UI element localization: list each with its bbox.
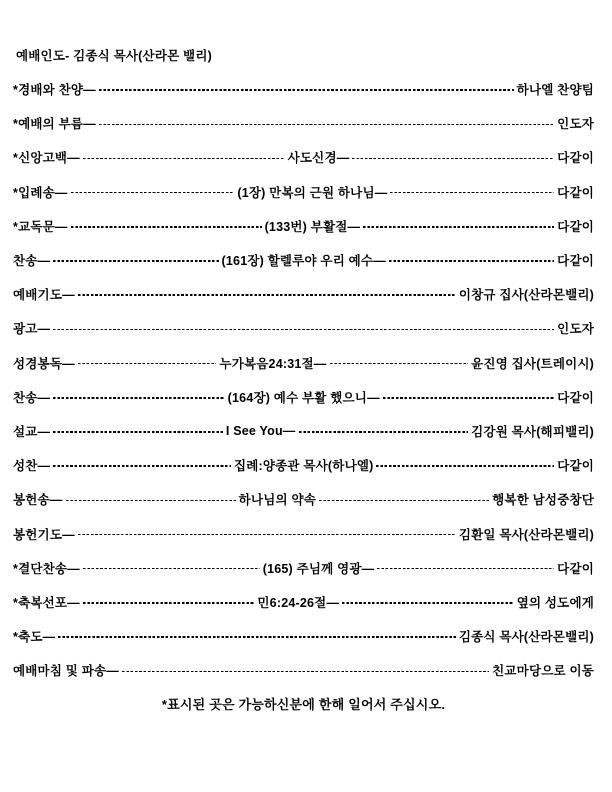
- order-detail: 민6:24-26절—: [257, 595, 340, 610]
- order-item-label: 설교—: [13, 424, 51, 439]
- order-item-label: 성찬—: [13, 459, 51, 474]
- order-item-label: 예배기도—: [13, 288, 75, 303]
- dash-leader: [99, 89, 514, 91]
- order-row: [13, 277, 594, 311]
- order-row: [13, 72, 594, 106]
- order-row: [13, 311, 594, 345]
- order-assignee: 윤진영 집사(트레이시): [471, 356, 595, 371]
- dash-leader: [53, 260, 218, 262]
- dash-leader: [53, 465, 231, 467]
- order-assignee: 다같이: [557, 219, 595, 234]
- order-assignee: 다같이: [557, 561, 594, 576]
- order-item-label: *축도—: [13, 630, 56, 645]
- order-item-label: 예배마침 및 파송—: [13, 664, 119, 679]
- order-row: [13, 551, 594, 585]
- order-row: [13, 448, 594, 482]
- order-row: [13, 175, 594, 209]
- order-row: [13, 380, 594, 414]
- order-item-label: 찬송—: [13, 254, 51, 269]
- dash-leader: [66, 500, 236, 502]
- order-assignee: 인도자: [557, 117, 594, 132]
- dash-leader: [299, 431, 469, 433]
- order-assignee: 친교마당으로 이동: [492, 664, 594, 679]
- order-detail: (133번) 부활절—: [264, 219, 361, 234]
- order-item-label: *입례송—: [13, 185, 68, 200]
- order-item-label: 광고—: [13, 322, 51, 337]
- order-detail: I See You—: [225, 423, 296, 438]
- dash-leader: [58, 636, 456, 638]
- order-detail: 사도신경—: [287, 151, 350, 166]
- order-assignee: 다같이: [557, 254, 594, 269]
- order-assignee: 김환일 목사(산라몬밸리): [458, 527, 594, 542]
- order-item-label: *경배와 찬양—: [13, 83, 96, 98]
- order-row: [13, 106, 594, 140]
- dash-leader: [78, 294, 456, 296]
- order-detail: (165) 주님께 영광—: [262, 561, 375, 576]
- order-row: [13, 585, 594, 619]
- order-detail: (164장) 예수 부활 했으니—: [227, 390, 380, 405]
- dash-leader: [319, 500, 489, 502]
- order-row: [13, 653, 594, 687]
- dash-leader: [53, 431, 223, 433]
- order-assignee: 다같이: [557, 459, 595, 474]
- dash-leader: [383, 397, 554, 399]
- order-row: [13, 346, 594, 380]
- dash-leader: [352, 158, 554, 160]
- order-detail: 집례:양종관 목사(하나엘): [233, 459, 374, 474]
- order-assignee: 다같이: [557, 185, 594, 200]
- standing-footnote: *표시된 곳은 가능하신분에 한해 일어서 주십시오.: [161, 697, 446, 713]
- order-item-label: *신앙고백—: [13, 151, 80, 166]
- dash-leader: [83, 568, 260, 570]
- order-assignee: 다같이: [557, 390, 595, 405]
- order-assignee: 김종식 목사(산라몬밸리): [458, 630, 594, 645]
- order-item-label: 성경봉독—: [13, 356, 75, 371]
- order-item-label: 봉헌기도—: [13, 527, 75, 542]
- dash-leader: [122, 671, 489, 673]
- dash-leader: [53, 329, 554, 331]
- dash-leader: [83, 602, 255, 604]
- order-assignee: 다같이: [557, 151, 595, 166]
- dash-leader: [78, 534, 456, 536]
- order-assignee: 하나엘 찬양팀: [516, 83, 594, 98]
- dash-leader: [376, 465, 554, 467]
- order-item-label: *결단찬송—: [13, 561, 80, 576]
- dash-leader: [53, 397, 224, 399]
- dash-leader: [71, 192, 235, 194]
- order-assignee: 인도자: [557, 322, 594, 337]
- order-row: [13, 140, 594, 174]
- dash-leader: [377, 568, 554, 570]
- dash-leader: [330, 363, 469, 365]
- order-detail: 하나님의 약속: [238, 493, 316, 508]
- order-item-label: *예배의 부름—: [13, 117, 96, 132]
- order-item-label: *축복선포—: [13, 595, 80, 610]
- order-detail: 누가복음24:31절—: [219, 356, 327, 371]
- order-detail: (1장) 만복의 근원 하나님—: [237, 185, 388, 200]
- service-leader-title: 예배인도- 김종식 목사(산라몬 밸리): [16, 49, 212, 63]
- dash-leader: [363, 226, 554, 228]
- order-row: [13, 414, 594, 448]
- dash-leader: [99, 124, 554, 126]
- dash-leader: [389, 260, 554, 262]
- dash-leader: [83, 158, 285, 160]
- dash-leader: [71, 226, 262, 228]
- order-assignee: 김강원 목사(해피밸리): [471, 424, 595, 439]
- dash-leader: [78, 363, 217, 365]
- order-row: [13, 619, 594, 653]
- dash-leader: [390, 192, 554, 194]
- order-row: [13, 209, 594, 243]
- order-item-label: 찬송—: [13, 390, 51, 405]
- order-row: [13, 243, 594, 277]
- order-assignee: 이창규 집사(산라몬밸리): [458, 288, 594, 303]
- order-row: [13, 482, 594, 516]
- order-detail: (161장) 할렐루야 우리 예수—: [221, 254, 386, 269]
- order-item-label: *교독문—: [13, 219, 68, 234]
- order-row: [13, 516, 594, 550]
- order-assignee: 옆의 성도에게: [516, 595, 595, 610]
- order-item-label: 봉헌송—: [13, 493, 63, 508]
- order-assignee: 행복한 남성중창단: [492, 493, 595, 508]
- dash-leader: [342, 602, 514, 604]
